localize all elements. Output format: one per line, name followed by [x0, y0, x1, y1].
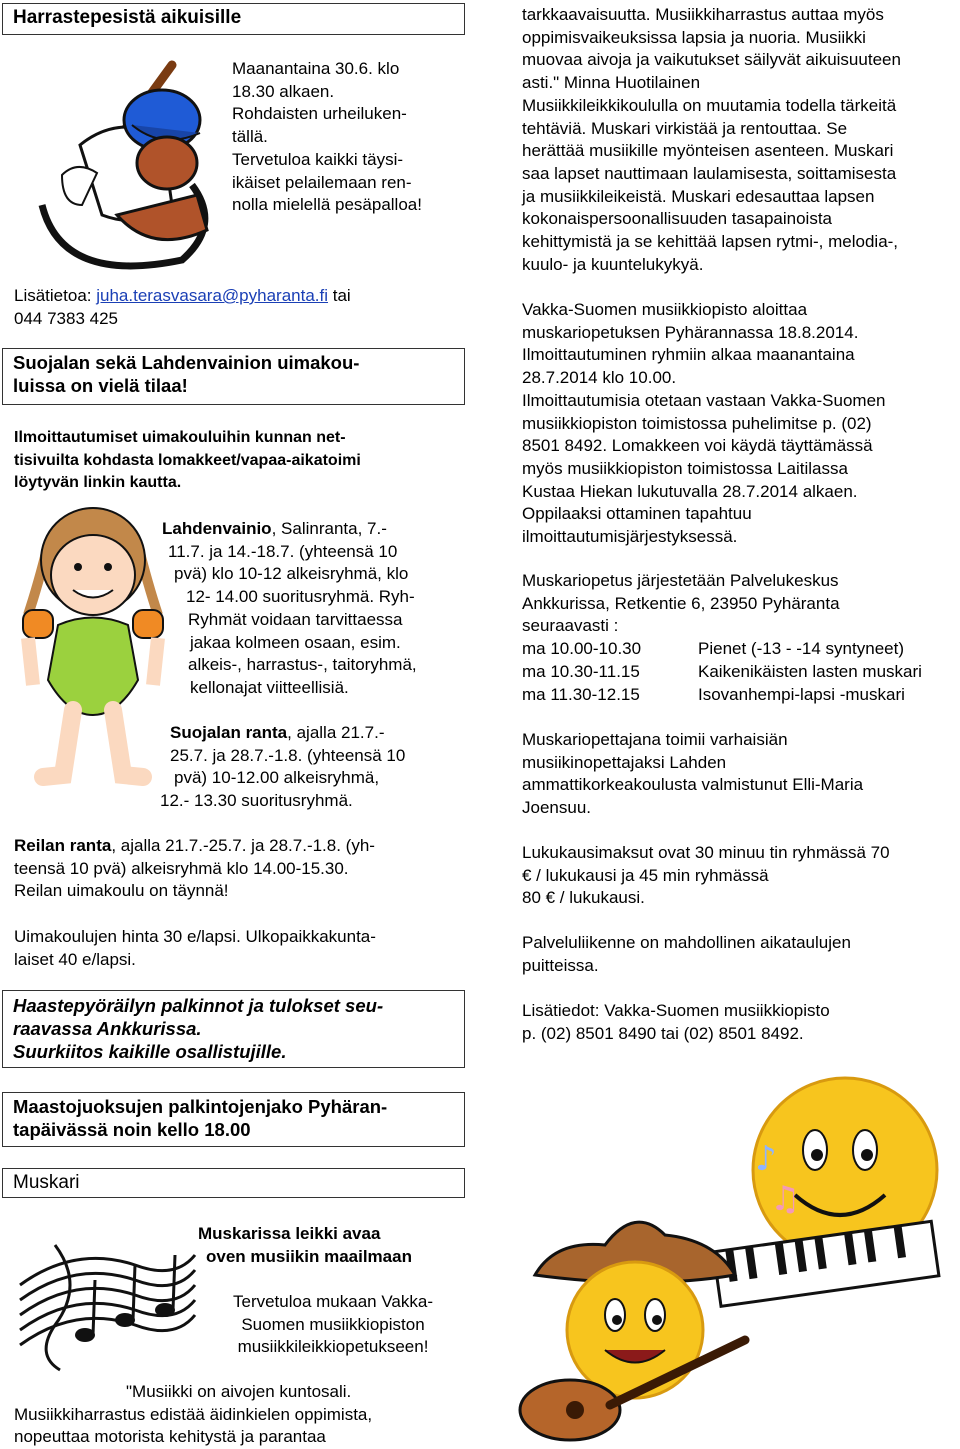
- reila-name: Reilan ranta: [14, 836, 112, 855]
- teacher-line: musiikinopettajaksi Lahden: [522, 752, 727, 772]
- teacher-line: Muskariopettajana toimii varhaisiän: [522, 730, 788, 749]
- lahdenvainio-text: [160, 518, 470, 700]
- reila-text: [14, 835, 464, 903]
- benefits-line: oppimisvaikeuksissa lapsia ja nuoria. Musiikki: [522, 27, 866, 47]
- muskari-slogan: [198, 1222, 468, 1268]
- swimming-girl-illustration: [18, 505, 168, 790]
- benefits-line: Musiikkileikkikoululla on muutamia todella tärkeitä: [522, 95, 897, 115]
- smiley-musicians-illustration: [515, 1075, 955, 1445]
- info-email-link[interactable]: juha.terasvasara@pyharanta.fi: [96, 286, 329, 305]
- run-line: tapäivässä noin kello 18.00: [13, 1119, 251, 1140]
- registration-line: ilmoittautumisjärjestyksessä.: [522, 527, 738, 547]
- welcome-line: Tervetuloa mukaan Vakka-: [232, 1292, 433, 1311]
- quote-line: nopeuttaa motorista kehitystä ja parantaa: [14, 1427, 326, 1447]
- fees-line: Lukukausimaksut ovat 30 minuu tin ryhmässä 70: [522, 843, 890, 862]
- swim-heading-line: Suojalan sekä Lahdenvainion uimakou-: [13, 352, 360, 373]
- pesis-title-box: [2, 3, 465, 35]
- muskari-registration-text: [522, 299, 958, 549]
- slogan-line: Muskarissa leikki avaa: [198, 1224, 381, 1243]
- pesis-line: ikäiset pelailemaan ren-: [232, 172, 412, 192]
- baseball-player-illustration: [22, 55, 242, 275]
- reila-line: teensä 10 pvä) alkeisryhmä klo 14.00-15.30.: [14, 858, 349, 878]
- registration-line: muskariopetuksen Pyhärannassa 18.8.2014.: [522, 322, 859, 342]
- suojalan-line: pvä) 10-12.00 alkeisryhmä,: [174, 768, 380, 788]
- muskari-location-text: [522, 570, 958, 706]
- quote-line: Musiikkiharrastus edistää äidinkielen oppimista,: [14, 1404, 373, 1424]
- contact-line: p. (02) 8501 8490 tai (02) 8501 8492.: [522, 1023, 804, 1043]
- schedule-time: ma 10.30-11.15: [522, 661, 640, 681]
- fees-line: € / lukukausi ja 45 min ryhmässä: [522, 865, 769, 885]
- schedule-row: [522, 638, 958, 661]
- music-notes-illustration: [15, 1225, 200, 1375]
- bike-results-box: [2, 990, 465, 1068]
- registration-line: Oppilaaksi ottaminen tapahtuu: [522, 504, 752, 524]
- muskari-teacher-text: [522, 729, 958, 820]
- benefits-line: muovaa aivoja ja vaikutukset säilyvät aikuisuuteen: [522, 50, 901, 70]
- swim-signup-text: [14, 427, 474, 495]
- registration-line: Ilmoittautumisia otetaan vastaan Vakka-Suomen: [522, 390, 886, 410]
- benefits-line: ja musiikkileikeistä. Muskari edesauttaa lapsen: [522, 186, 875, 206]
- pesis-line: Rohdaisten urheiluken-: [232, 104, 407, 124]
- signup-line: Ilmoittautumiset uimakouluihin kunnan net-: [14, 429, 346, 446]
- registration-line: musiikkiopiston toimistossa puhelimitse p. (02): [522, 413, 872, 433]
- run-line: Maastojuoksujen palkintojenjako Pyhäran-: [13, 1096, 388, 1117]
- lahden-line: alkeis-, harrastus-, taitoryhmä,: [188, 655, 417, 675]
- benefits-line: asti." Minna Huotilainen: [522, 73, 701, 93]
- muskari-welcome: [198, 1291, 468, 1359]
- lahden-line: , Salinranta, 7.-: [271, 519, 387, 538]
- muskari-title-box: [2, 1168, 465, 1198]
- info-suffix: tai: [328, 286, 351, 305]
- schedule-group: Pienet (-13 - -14 syntyneet): [698, 639, 904, 659]
- schedule-group: Isovanhempi-lapsi -muskari: [698, 684, 905, 704]
- location-line: Ankkurissa, Retkentie 6, 23950 Pyhäranta: [522, 593, 840, 613]
- lahden-line: jakaa kolmeen osaan, esim.: [190, 632, 401, 652]
- location-line: Muskariopetus järjestetään Palvelukeskus: [522, 571, 839, 590]
- pesis-title: Harrastepesistä aikuisille: [13, 7, 242, 28]
- signup-line: löytyvän linkin kautta.: [14, 474, 182, 492]
- benefits-line: herättää musiikille myönteisen asenteen. Muskari: [522, 141, 894, 161]
- schedule-row: [522, 661, 958, 684]
- muskari-contact-text: [522, 1000, 958, 1045]
- registration-line: myös musiikkiopiston toimistossa Laitilassa: [522, 458, 848, 478]
- transport-line: puitteissa.: [522, 955, 599, 975]
- suojalan-text: [160, 722, 470, 813]
- suojalan-name: Suojalan ranta: [170, 723, 288, 742]
- lahden-line: kellonajat viitteellisiä.: [190, 677, 349, 697]
- pesis-line: nolla mielellä pesäpalloa!: [232, 195, 422, 215]
- welcome-line: musiikkileikkiopetukseen!: [237, 1337, 429, 1357]
- benefits-line: kehittymistä ja se kehittää lapsen rytmi-, melodia-,: [522, 232, 899, 252]
- bike-line: Haastepyöräilyn palkinnot ja tulokset seu-: [13, 995, 384, 1016]
- reila-line: , ajalla 21.7.-25.7. ja 28.7.-1.8. (yh-: [111, 836, 375, 855]
- registration-line: 28.7.2014 klo 10.00.: [522, 368, 677, 388]
- pesis-contact: [14, 285, 464, 330]
- benefits-line: tehtäviä. Muskari virkistää ja rentouttaa. Se: [522, 118, 848, 138]
- svg-text:♪: ♪: [755, 1139, 777, 1179]
- signup-line: tisivuilta kohdasta lomakkeet/vapaa-aikatoimi: [14, 451, 361, 469]
- lahden-line: 11.7. ja 14.-18.7. (yhteensä 10: [168, 541, 398, 561]
- swim-heading-line: luissa on vielä tilaa!: [13, 375, 188, 396]
- location-line: seuraavasti :: [522, 616, 619, 636]
- bike-line: raavassa Ankkurissa.: [13, 1018, 202, 1039]
- schedule-time: ma 10.00-10.30: [522, 639, 642, 659]
- pesis-details: [232, 58, 467, 217]
- pesis-line: 18.30 alkaen.: [232, 81, 335, 101]
- transport-line: Palveluliikenne on mahdollinen aikataulujen: [522, 933, 851, 952]
- pesis-line: Maanantaina 30.6. klo: [232, 59, 400, 78]
- lahden-line: 12- 14.00 suoritusryhmä. Ryh-: [186, 587, 415, 607]
- price-line: Uimakoulujen hinta 30 e/lapsi. Ulkopaikkakunta-: [14, 927, 376, 946]
- suojalan-line: 25.7. ja 28.7.-1.8. (yhteensä 10: [170, 745, 406, 765]
- lahden-line: pvä) klo 10-12 alkeisryhmä, klo: [174, 564, 409, 584]
- price-line: laiset 40 e/lapsi.: [14, 949, 136, 969]
- registration-line: 8501 8492. Lomakkeen voi käydä täyttämässä: [522, 436, 873, 456]
- suojalan-line: 12.- 13.30 suoritusryhmä.: [160, 791, 353, 811]
- lahdenvainio-name: Lahdenvainio: [162, 519, 272, 538]
- muskari-quote: [14, 1381, 474, 1449]
- fees-line: 80 € / lukukausi.: [522, 888, 645, 908]
- info-phone: 044 7383 425: [14, 308, 118, 328]
- registration-line: Kustaa Hiekan lukutuvalla 28.7.2014 alkaen.: [522, 481, 858, 501]
- benefits-line: saa lapset nauttimaan laulamisesta, soittamisesta: [522, 163, 897, 183]
- registration-line: Vakka-Suomen musiikkiopisto aloittaa: [522, 300, 808, 319]
- pesis-line: Tervetuloa kaikki täysi-: [232, 149, 404, 169]
- run-awards-box: [2, 1092, 465, 1147]
- reila-line: Reilan uimakoulu on täynnä!: [14, 881, 229, 901]
- benefits-line: kokonaispersoonallisuuden tasapainoista: [522, 209, 832, 229]
- schedule-group: Kaikenikäisten lasten muskari: [698, 661, 922, 681]
- benefits-line: tarkkaavaisuutta. Musiikkiharrastus auttaa myös: [522, 5, 884, 24]
- suojalan-line: , ajalla 21.7.-: [287, 723, 385, 742]
- muskari-title: Muskari: [13, 1172, 80, 1193]
- muskari-fees-text: [522, 842, 958, 910]
- lahden-line: Ryhmät voidaan tarvittaessa: [188, 609, 403, 629]
- muskari-transport-text: [522, 932, 958, 977]
- muskari-benefits-text: [522, 4, 958, 276]
- pesis-line: tällä.: [232, 127, 268, 147]
- contact-line: Lisätiedot: Vakka-Suomen musiikkiopisto: [522, 1001, 830, 1020]
- info-prefix: Lisätietoa:: [14, 286, 97, 305]
- benefits-line: kuulo- ja kuuntelukykyä.: [522, 254, 704, 274]
- bike-line: Suurkiitos kaikille osallistujille.: [13, 1041, 287, 1062]
- welcome-line: Suomen musiikkiopiston: [241, 1314, 425, 1334]
- swim-price-text: [14, 926, 464, 971]
- swim-heading-box: [2, 348, 465, 405]
- schedule-row: [522, 684, 958, 707]
- svg-text:♫: ♫: [770, 1179, 801, 1219]
- quote-line: "Musiikki on aivojen kuntosali.: [126, 1382, 352, 1401]
- schedule-time: ma 11.30-12.15: [522, 684, 640, 704]
- teacher-line: Joensuu.: [522, 798, 591, 818]
- registration-line: Ilmoittautuminen ryhmiin alkaa maanantaina: [522, 345, 855, 365]
- teacher-line: ammattikorkeakoulusta valmistunut Elli-Maria: [522, 775, 864, 795]
- slogan-line: oven musiikin maailmaan: [206, 1247, 412, 1266]
